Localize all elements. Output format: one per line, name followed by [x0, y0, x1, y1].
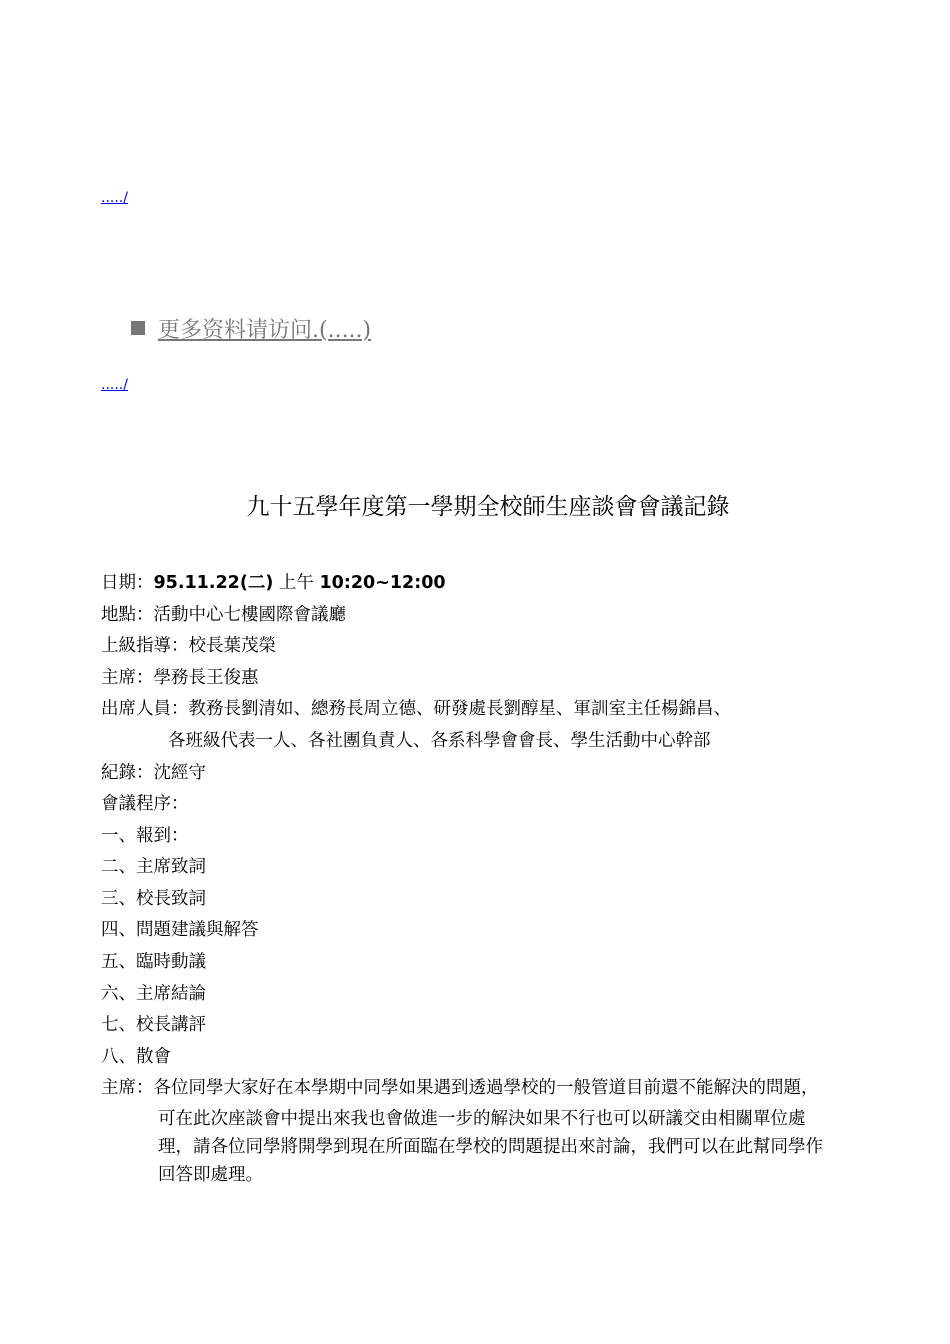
agenda-item: 二、主席致詞 — [101, 857, 206, 877]
agenda-item: 三、校長致詞 — [101, 889, 206, 909]
guidance-line: 上級指導：校長葉茂榮 — [101, 636, 276, 656]
date-value: 95.11.22(二) — [153, 573, 274, 593]
chair-speech-line: 可在此次座談會中提出來我也會做進一步的解決如果不行也可以研議交由相關單位處 — [158, 1109, 806, 1129]
chair-speech-line: 回答即處理。 — [158, 1165, 263, 1185]
date-mid: 上午 — [273, 573, 320, 593]
agenda-label: 會議程序： — [101, 794, 189, 814]
agenda-item: 一、報到： — [101, 826, 189, 846]
recorder-line: 紀錄：沈經守 — [101, 763, 206, 783]
agenda-item: 六、主席結論 — [101, 984, 206, 1004]
agenda-item: 七、校長講評 — [101, 1015, 206, 1035]
agenda-item: 五、臨時動議 — [101, 952, 206, 972]
date-line — [101, 569, 446, 594]
chair-speech-line: 主席：各位同學大家好在本學期中同學如果遇到透過學校的一般管道目前還不能解決的問題， — [101, 1078, 819, 1098]
attendees-line-1: 出席人員：教務長劉清如、總務長周立德、研發處長劉醇星、軍訓室主任楊錦昌、 — [101, 699, 731, 719]
date-label: 日期： — [101, 573, 154, 593]
agenda-item: 八、散會 — [101, 1047, 171, 1067]
chair-speech-line: 理，請各位同學將開學到現在所面臨在學校的問題提出來討論，我們可以在此幫同學作 — [158, 1137, 823, 1157]
more-info-link[interactable]: 更多资料请访问.(.....) — [158, 318, 372, 343]
time-value: 10:20~12:00 — [319, 573, 446, 593]
square-bullet-icon — [131, 321, 145, 335]
more-info-row — [131, 313, 371, 344]
second-link[interactable]: .....​/ — [101, 377, 128, 393]
chair-line: 主席：學務長王俊惠 — [101, 668, 259, 688]
top-link[interactable]: .....​/ — [101, 190, 128, 206]
location-line: 地點：活動中心七樓國際會議廳 — [101, 605, 346, 625]
attendees-line-2: 各班級代表一人、各社團負責人、各系科學會會長、學生活動中心幹部 — [168, 731, 711, 751]
agenda-item: 四、問題建議與解答 — [101, 920, 259, 940]
document-title: 九十五學年度第一學期全校師生座談會會議記錄 — [246, 494, 730, 520]
